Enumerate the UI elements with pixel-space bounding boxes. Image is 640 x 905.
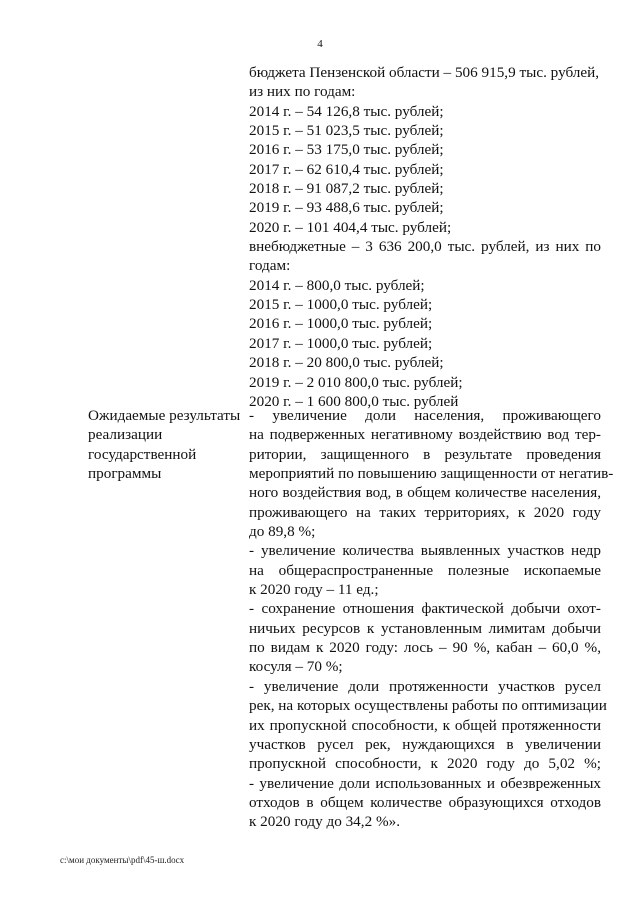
results-line: по видам к 2020 году: лось – 90 %, кабан – 60,0 %, bbox=[249, 639, 601, 657]
extra-year-2016: 2016 г. – 1000,0 тыс. рублей; bbox=[249, 315, 433, 333]
funding-section bbox=[249, 63, 601, 411]
label-line: программы bbox=[88, 465, 162, 483]
extra-year-2015: 2015 г. – 1000,0 тыс. рублей; bbox=[249, 296, 433, 314]
results-line: косуля – 70 %; bbox=[249, 658, 343, 676]
extrabudgetary-by-years-label: годам: bbox=[249, 257, 291, 275]
label-line: государственной bbox=[88, 445, 197, 463]
label-line: Ожидаемые результаты bbox=[88, 407, 241, 424]
extra-year-2019: 2019 г. – 2 010 800,0 тыс. рублей; bbox=[249, 373, 463, 391]
regional-budget-by-years-label: из них по годам: bbox=[249, 83, 356, 101]
regional-year-2016: 2016 г. – 53 175,0 тыс. рублей; bbox=[249, 141, 444, 159]
extra-year-2018: 2018 г. – 20 800,0 тыс. рублей; bbox=[249, 354, 444, 372]
results-line: - увеличение доли использованных и обезвреженных bbox=[249, 774, 601, 792]
regional-year-2018: 2018 г. – 91 087,2 тыс. рублей; bbox=[249, 180, 444, 198]
extra-year-2017: 2017 г. – 1000,0 тыс. рублей; bbox=[249, 334, 433, 352]
results-line: к 2020 году – 11 ед.; bbox=[249, 581, 379, 599]
results-line: к 2020 году до 34,2 %». bbox=[249, 813, 401, 831]
results-line: ничьих ресурсов к установленным лимитам добычи bbox=[249, 619, 601, 637]
extra-year-2020: 2020 г. – 1 600 800,0 тыс. рублей bbox=[249, 392, 459, 410]
results-line: - увеличение доли населения, проживающего bbox=[249, 407, 601, 424]
extra-year-2014: 2014 г. – 800,0 тыс. рублей; bbox=[249, 276, 425, 294]
regional-year-2017: 2017 г. – 62 610,4 тыс. рублей; bbox=[249, 160, 444, 178]
results-line: - увеличение количества выявленных участков недр bbox=[249, 542, 601, 560]
results-line: мероприятий по повышению защищенности от негатив- bbox=[249, 465, 614, 483]
results-line: рек, на которых осуществлены работы по оптимизации bbox=[249, 697, 607, 715]
results-line: на общераспространенные полезные ископаемые bbox=[249, 561, 601, 579]
expected-results-text bbox=[249, 406, 614, 832]
label-line: реализации bbox=[88, 426, 163, 444]
results-line: ритории, защищенного в результате проведения bbox=[249, 445, 601, 463]
regional-year-2015: 2015 г. – 51 023,5 тыс. рублей; bbox=[249, 122, 444, 140]
results-line: пропускной способности, к 2020 году до 5,02 %; bbox=[249, 755, 601, 773]
results-line: до 89,8 %; bbox=[249, 523, 316, 541]
results-line: ного воздействия вод, в общем количестве населения, bbox=[249, 484, 601, 502]
expected-results-label bbox=[88, 406, 241, 483]
results-line: участков русел рек, нуждающихся в увеличении bbox=[249, 735, 601, 753]
results-line: - сохранение отношения фактической добычи охот- bbox=[249, 600, 601, 618]
footer-file-path: c:\мои документы\pdf\45-ш.docx bbox=[60, 855, 185, 865]
regional-year-2014: 2014 г. – 54 126,8 тыс. рублей; bbox=[249, 102, 444, 120]
results-line: - увеличение доли протяженности участков русел bbox=[249, 677, 601, 695]
regional-budget-total: бюджета Пензенской области – 506 915,9 тыс. рублей, bbox=[249, 64, 600, 81]
results-line: проживающего на таких территориях, к 2020 году bbox=[249, 503, 601, 521]
results-line: на подверженных негативному воздействию вод тер- bbox=[249, 426, 601, 444]
regional-year-2020: 2020 г. – 101 404,4 тыс. рублей; bbox=[249, 218, 452, 236]
regional-year-2019: 2019 г. – 93 488,6 тыс. рублей; bbox=[249, 199, 444, 217]
results-line: их пропускной способности, к общей протяженности bbox=[249, 716, 601, 734]
extrabudgetary-total: внебюджетные – 3 636 200,0 тыс. рублей, из них по bbox=[249, 238, 601, 256]
page-number: 4 bbox=[317, 38, 323, 50]
results-line: отходов в общем количестве образующихся отходов bbox=[249, 793, 601, 811]
